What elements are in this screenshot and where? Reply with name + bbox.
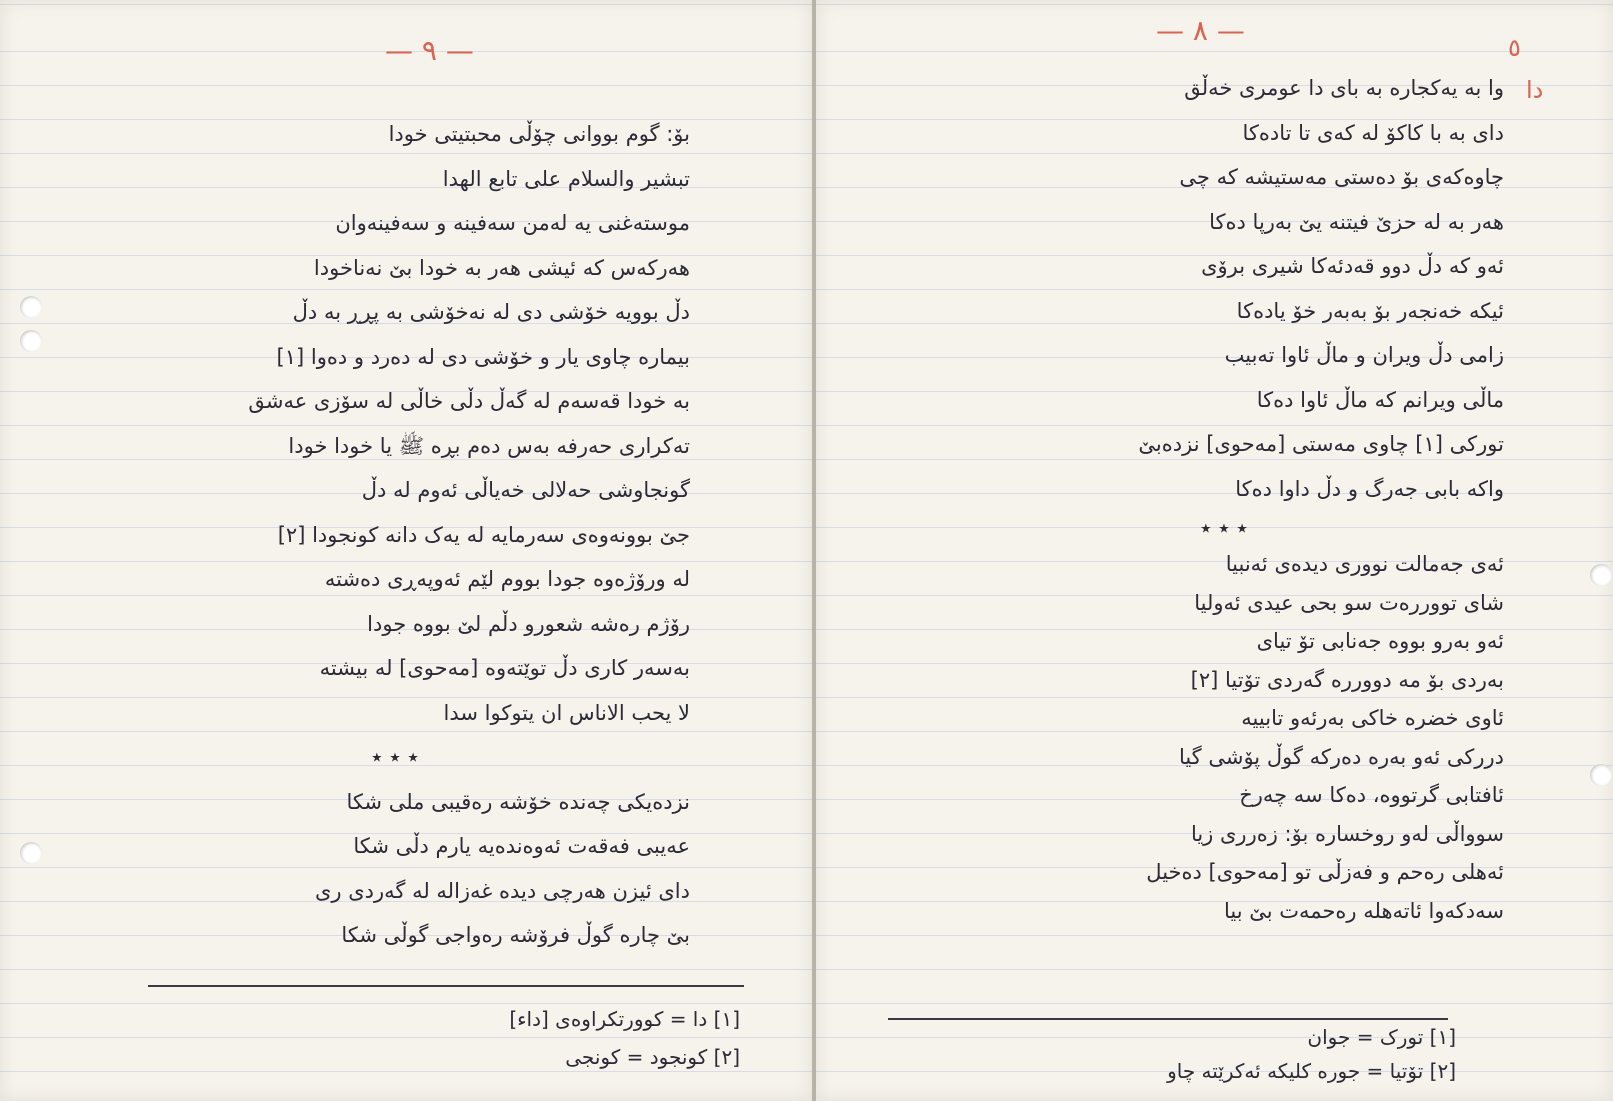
poem-line: نزدەیکی چەندە خۆشە رەقیبی ملی شکا bbox=[346, 789, 690, 814]
poem-line: ماڵی ویرانم کە ماڵ ئاوا دەکا bbox=[1256, 387, 1504, 412]
binder-hole bbox=[20, 296, 42, 318]
poem-line: هەرکەس کە ئیشی هەر بە خودا بێ نەناخودا bbox=[313, 255, 690, 280]
poem-line: دای ئیزن هەرچی دیدە غەزالە لە گەردی ری bbox=[314, 878, 690, 903]
poem-line: عەیبی فەقەت ئەوەندەیە یارم دڵی شکا bbox=[353, 834, 690, 858]
poem-line: ئیکە خەنجەر بۆ بەبەر خۆ یادەکا bbox=[1236, 298, 1504, 323]
poem-line: ئافتابی گرتووە، دەکا سە چەرخ bbox=[1239, 783, 1504, 807]
poem-line: تبشیر والسلام علی تابع الهدا bbox=[442, 166, 690, 191]
footnote: [١] دا = کوورتکراوەی [داء] bbox=[509, 1007, 740, 1031]
right-footnotes bbox=[996, 1020, 1456, 1088]
poem-line: لا یحب الاناس ان یتوکوا سدا bbox=[443, 700, 690, 725]
margin-note-top: ٥ bbox=[1508, 34, 1521, 62]
poem-line: تورکی [١] چاوی مەستی [مەحوی] نزدەبێ bbox=[1138, 432, 1504, 456]
poem-line: بەردی بۆ مە دووررە گەردی تۆتیا [٢] bbox=[1190, 667, 1504, 692]
poem-line: دڵ بوویە خۆشی دی لە نەخۆشی بە پڕڕ بە دڵ bbox=[292, 300, 690, 324]
poem-line: دای بە با کاکۆ لە کەی تا تادەکا bbox=[1242, 120, 1504, 145]
poem-line: دررکی ئەو بەرە دەرکە گوڵ پۆشی گیا bbox=[1178, 744, 1504, 769]
binder-hole bbox=[1590, 764, 1612, 786]
poem-line: سەدکەوا ئاتەهلە رەحمەت بێ بیا bbox=[1224, 898, 1504, 923]
footnote: [٢] تۆتیا = جورە کلیکە ئەکرێتە چاو bbox=[1167, 1059, 1456, 1083]
poem-line: رۆژم رەشە شعورو دڵم لێ بووە جودا bbox=[367, 611, 690, 636]
poem-line: بێ چارە گوڵ فرۆشە رەواجی گوڵی شکا bbox=[341, 923, 690, 947]
poem-line: ئەی جەمالت نووری دیدەی ئەنبیا bbox=[1225, 552, 1504, 576]
poem-line: بە خودا قەسەم لە گەڵ دڵی خاڵی لە سۆزی عەشق bbox=[248, 389, 690, 413]
binder-hole bbox=[20, 842, 42, 864]
left-footnotes bbox=[300, 1000, 740, 1076]
section-divider-stars: ٭ ٭ ٭ bbox=[371, 745, 419, 769]
poem-line: شای تووررەت سو بحی عیدی ئەولیا bbox=[1194, 590, 1504, 615]
poem-line: زامی دڵ ویران و ماڵ ئاوا تەبیب bbox=[1224, 343, 1504, 367]
poem-line: چاوەکەی بۆ دەستی مەستیشە کە چی bbox=[1179, 165, 1504, 189]
right-poem-text bbox=[944, 66, 1504, 930]
footnote: [٢] کونجود = کونجی bbox=[565, 1045, 740, 1069]
binder-hole bbox=[1590, 564, 1612, 586]
poem-line: واکە بابی جەرگ و دڵ داوا دەکا bbox=[1235, 476, 1504, 501]
poem-line: ئەهلی رەحم و فەزڵی تو [مەحوی] دەخیل bbox=[1146, 860, 1504, 884]
poem-line: لە ورۆژەوە جودا بووم لێم ئەوپەڕی دەشتە bbox=[324, 567, 690, 591]
left-poem-text bbox=[100, 112, 690, 958]
binder-hole bbox=[20, 330, 42, 352]
poem-line: ئەو بەرو بووە جەنابی تۆ تیای bbox=[1256, 629, 1504, 653]
right-page-number: — ٨ — bbox=[1156, 14, 1245, 47]
poem-line: ئەو کە دڵ دوو قەدئەکا شیری برۆی bbox=[1201, 254, 1504, 278]
section-divider-stars: ٭ ٭ ٭ bbox=[1200, 516, 1248, 540]
right-notebook-page bbox=[816, 0, 1613, 1101]
poem-line: هەر بە لە حزێ فیتنە یێ بەرپا دەکا bbox=[1209, 209, 1504, 234]
poem-line: موستەغنی یە لەمن سەفینە و سەفینەوان bbox=[335, 211, 690, 235]
footnote: [١] تورک = جوان bbox=[1307, 1025, 1456, 1049]
poem-line: گونجاوشی حەلالی خەیاڵی ئەوم لە دڵ bbox=[361, 478, 690, 502]
poem-line: بیمارە چاوی یار و خۆشی دی لە دەرد و دەوا [١] bbox=[276, 344, 690, 369]
poem-line: بۆ: گوم بووانی چۆڵی محبتیتی خودا bbox=[388, 122, 690, 146]
margin-note-line: دا bbox=[1526, 76, 1544, 104]
poem-line: ئاوی خضرە خاکی بەرئەو تابییە bbox=[1241, 706, 1504, 730]
poem-line: جێ بوونەوەی سەرمایە لە یەک دانە کونجودا [٢] bbox=[277, 522, 690, 547]
poem-line: وا بە یەکجارە بە بای دا عومری خەڵق bbox=[1184, 76, 1504, 100]
poem-line: بەسەر کاری دڵ توێتەوە [مەحوی] لە بیشتە bbox=[319, 656, 690, 680]
poem-line: سوواڵی لەو روخسارە بۆ: زەرری زیا bbox=[1190, 821, 1504, 846]
footnote-rule bbox=[148, 985, 744, 987]
poem-line: تەکراری حەرفە بەس دەم بڕە ﷺ یا خودا خودا bbox=[288, 433, 690, 458]
left-page-number: — ٩ — bbox=[385, 34, 474, 67]
